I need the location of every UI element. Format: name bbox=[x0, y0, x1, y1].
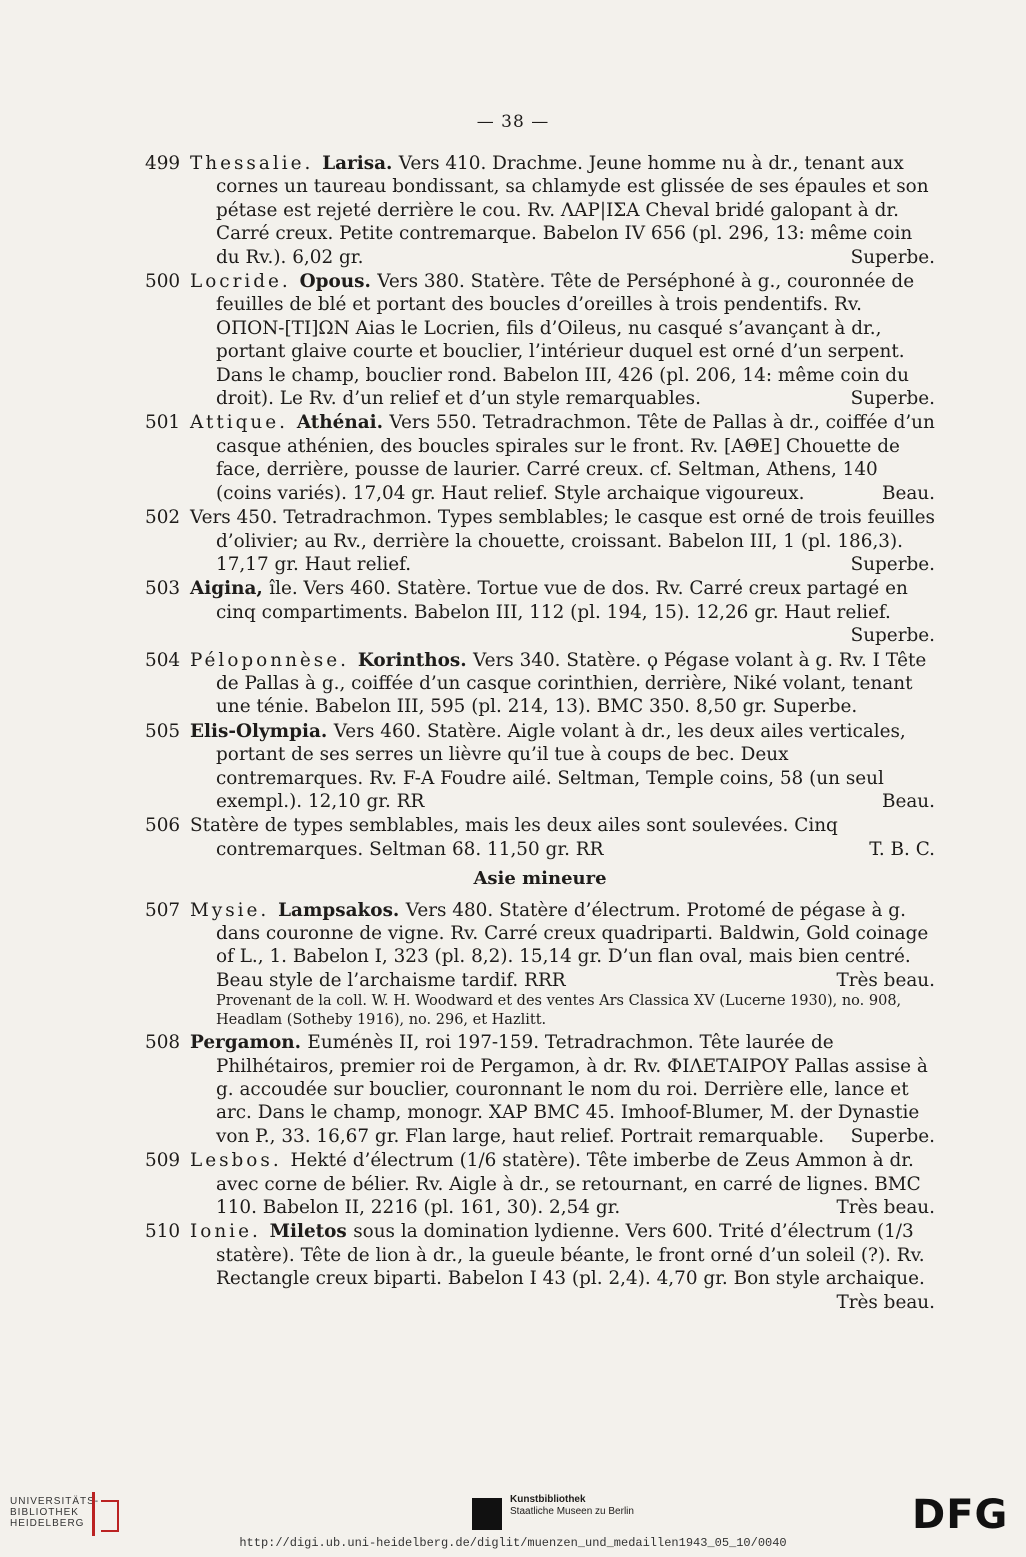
entry-text bbox=[190, 1149, 935, 1219]
entry-description: Vers 480. Statère d’électrum. Protomé de pégase à g. dans couronne de vigne. Rv. Carré creux quadriparti. Baldwin, Gold coinage of L., 1. Babelon I, 323 (pl. 8,2). 15,14 gr. D’un flan oval, mais bien centré. Beau style de l’archaisme tardif. RRR bbox=[216, 899, 929, 991]
entry-description: île. Vers 460. Statère. Tortue vue de dos. Rv. Carré creux partagé en cinq compartiments. Babelon III, 112 (pl. 194, 15). 12,26 gr. Haut relief. bbox=[216, 578, 908, 623]
entry-description: sous la domination lydienne. Vers 600. Trité d’électrum (1/3 statère). Tête de lion à dr., la gueule béante, le front orné d’un soleil (?). Rv. Rectangle creux biparti. Babelon I 43 (pl. 2,4). 4,70 gr. Bon style archaique. bbox=[216, 1221, 925, 1290]
university-library-logo-text: UNIVERSITÄTS- BIBLIOTHEK HEIDELBERG bbox=[10, 1496, 100, 1529]
entry-description: Vers 450. Tetradrachmon. Types semblables; le casque est orné de trois feuilles d’olivier; au Rv., derrière la chouette, croissant. Babelon III, 1 (pl. 186,3). 17,17 gr. Haut relief. bbox=[190, 507, 935, 575]
entry-description: Vers 340. Statère. ϙ Pégase volant à g. Rv. Ι Tête de Pallas à g., coiffée d’un casque corinthien, derrière, Niké volant, tenant une ténie. Babelon III, 595 (pl. 214, 13). BMC 350. 8,50 gr. Superbe. bbox=[216, 649, 927, 718]
catalogue-entry-502 bbox=[145, 506, 935, 576]
entry-text bbox=[190, 506, 935, 576]
entry-provenance-note: Provenant de la coll. W. H. Woodward et des ventes Ars Classica XV (Lucerne 1930), no. 908, Headlam (Sotheby 1916), no. 296, et Hazlitt. bbox=[216, 993, 902, 1029]
entry-city: Aigina, bbox=[190, 578, 270, 600]
entry-description: Statère de types semblables, mais les deux ailes sont soulevées. Cinq contremarques. Seltman 68. 11,50 gr. RR bbox=[190, 815, 838, 860]
entry-text bbox=[190, 577, 935, 647]
catalogue-entry-509 bbox=[145, 1149, 935, 1219]
page-number: — 38 — bbox=[476, 112, 550, 132]
entry-number: 503 bbox=[145, 578, 181, 600]
entry-region: Lesbos. bbox=[190, 1150, 291, 1172]
catalogue-entry-505 bbox=[145, 720, 935, 814]
entry-number: 504 bbox=[145, 649, 181, 671]
source-url[interactable]: http://digi.ub.uni-heidelberg.de/diglit/muenzen_und_medaillen1943_05_10/0040 bbox=[239, 1536, 787, 1550]
entry-description: Vers 460. Statère. Aigle volant à dr., les deux ailes verticales, portant de ses serres un lièvre qu’il tue à coups de bec. Deux contremarques. Rv. F-A Foudre ailé. Seltman, Temple coins, 58 (un seul exempl.). 12,10 gr. RR bbox=[216, 720, 906, 812]
entry-number: 502 bbox=[145, 507, 181, 529]
entry-region: Ionie. bbox=[190, 1221, 270, 1243]
entry-description: Euménès II, roi 197-159. Tetradrachmon. Tête laurée de Philhétairos, premier roi de Pergamon, à dr. Rv. ΦΙΛΕΤΑΙΡΟΥ Pallas assise à g. accoudée sur bouclier, couronnant le nom du roi. Derrière elle, lance et arc. Dans le champ, monogr. ΧΑΡ BMC 45. Imhoof-Blumer, M. der Dynastie von P., 33. 16,67 gr. Flan large, haut relief. Portrait remarquable. bbox=[216, 1032, 928, 1147]
catalogue-entry-507 bbox=[145, 899, 935, 1031]
entry-description: Vers 410. Drachme. Jeune homme nu à dr., tenant aux cornes un taureau bondissant, sa chlamyde est glissée de ses épaules et son pétase est rejeté derrière le cou. Rv. ΛΑΡ|ΙΣΑ Cheval bridé galopant à dr. Carré creux. Petite contremarque. Babelon IV 656 (pl. 296, 13: même coin du Rv.). 6,02 gr. bbox=[216, 153, 929, 268]
entry-number: 508 bbox=[145, 1032, 181, 1054]
entry-city: Miletos bbox=[269, 1221, 354, 1243]
entry-text bbox=[190, 814, 935, 861]
entry-city: Larisa. bbox=[322, 153, 399, 174]
catalogue-entry-504 bbox=[145, 649, 935, 719]
entry-region: Locride. bbox=[190, 271, 300, 293]
entry-number: 501 bbox=[145, 412, 181, 434]
entry-number: 500 bbox=[145, 271, 181, 293]
dfg-logo: DFG bbox=[912, 1492, 1009, 1538]
entry-region: Péloponnèse. bbox=[190, 649, 358, 671]
entry-city: Athénai. bbox=[296, 412, 390, 434]
catalogue-entry-510 bbox=[145, 1220, 935, 1314]
catalogue-entry-500 bbox=[145, 270, 935, 410]
entry-description: Vers 550. Tetradrachmon. Tête de Pallas à dr., coiffée d’un casque athénien, des boucles spirales sur le front. Rv. [ΑΘΕ] Chouette de face, derrière, pousse de laurier. Carré creux. cf. Seltman, Athens, 140 (coins variés). 17,04 gr. Haut relief. Style archaique vigoureux. bbox=[216, 412, 935, 504]
entry-number: 510 bbox=[145, 1221, 181, 1243]
kunstbibliothek-logo-icon bbox=[472, 1498, 502, 1530]
entry-city: Lampsakos. bbox=[278, 899, 406, 921]
entry-number: 505 bbox=[145, 720, 181, 742]
entry-city: Korinthos. bbox=[357, 649, 474, 671]
entry-grade: Superbe. bbox=[850, 246, 935, 268]
footer bbox=[0, 1478, 1026, 1557]
entry-region: Thessalie. bbox=[190, 153, 323, 174]
entry-number: 506 bbox=[145, 815, 181, 837]
catalogue-entry-499 bbox=[145, 152, 935, 269]
section-heading: Asie mineure bbox=[473, 868, 607, 890]
entry-city: Pergamon. bbox=[190, 1032, 308, 1054]
entry-grade: Très beau. bbox=[836, 1197, 935, 1219]
catalogue-entry-506 bbox=[145, 814, 935, 861]
entry-text bbox=[190, 899, 935, 993]
entry-text bbox=[190, 411, 935, 505]
catalogue-entry-503 bbox=[145, 577, 935, 647]
entry-number: 509 bbox=[145, 1150, 181, 1172]
entry-grade: Superbe. bbox=[850, 553, 935, 575]
entry-text bbox=[190, 720, 935, 814]
entry-number: 507 bbox=[145, 899, 181, 921]
catalogue-entry-508 bbox=[145, 1031, 935, 1148]
entry-grade: Superbe. bbox=[850, 1125, 935, 1147]
entry-grade: T. B. C. bbox=[869, 838, 935, 860]
entry-city: Elis-Olympia. bbox=[190, 720, 334, 742]
entry-grade: Très beau. bbox=[836, 1291, 935, 1313]
entry-description: Hekté d’électrum (1/6 statère). Tête imberbe de Zeus Ammon à dr. avec corne de bélier. Rv. Aigle à dr., se retournant, en carré de lignes. BMC 110. Babelon II, 2216 (pl. 161, 30). 2,54 gr. bbox=[216, 1150, 921, 1219]
catalogue-entries bbox=[145, 152, 935, 1315]
entry-number: 499 bbox=[145, 153, 181, 174]
entry-text bbox=[190, 270, 935, 410]
entry-grade: Très beau. bbox=[836, 969, 935, 991]
entry-region: Mysie. bbox=[190, 899, 279, 921]
entry-grade: Beau. bbox=[881, 790, 935, 812]
university-library-logo-icon bbox=[92, 1492, 125, 1536]
entry-grade: Beau. bbox=[881, 482, 935, 504]
entry-text bbox=[190, 1031, 935, 1148]
entry-grade: Superbe. bbox=[850, 625, 935, 647]
entry-text bbox=[190, 1220, 935, 1314]
entry-description: Vers 380. Statère. Tête de Perséphoné à g., couronnée de feuilles de blé et portant des boucles d’oreilles à trois pendentifs. Rv. ΟΠΟΝ-[ΤΙ]ΩΝ Aias le Locrien, fils d’Oileus, nu casqué s’avançant à dr., portant glaive courte et bouclier, l’intérieur duquel est orné d’un serpent. Dans le champ, bouclier rond. Babelon III, 426 (pl. 206, 14: même coin du droit). Le Rv. d’un relief et d’un style remarquables. bbox=[216, 271, 915, 410]
entry-text bbox=[190, 649, 935, 719]
catalogue-entry-501 bbox=[145, 411, 935, 505]
entry-city: Opous. bbox=[299, 271, 378, 293]
entry-grade: Superbe. bbox=[850, 388, 935, 410]
entry-region: Attique. bbox=[190, 412, 297, 434]
kunstbibliothek-logo-text: Kunstbibliothek Staatliche Museen zu Berlin bbox=[510, 1494, 634, 1517]
entry-text bbox=[190, 152, 935, 269]
